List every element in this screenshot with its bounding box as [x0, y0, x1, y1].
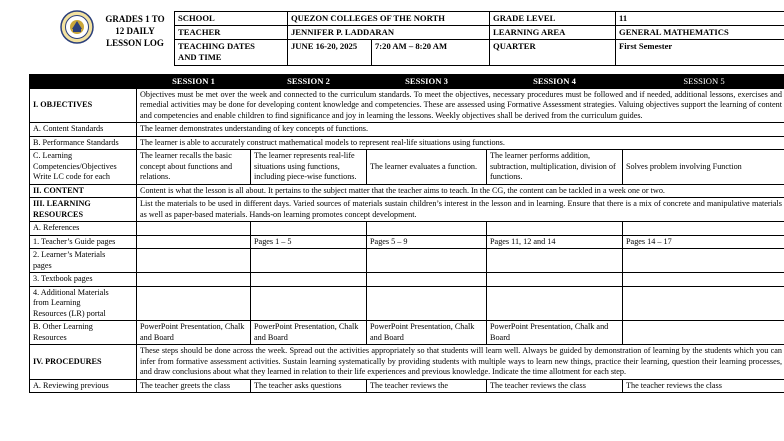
- log-title-line-2: 12 DAILY: [115, 26, 155, 36]
- references-label: A. References: [30, 222, 137, 236]
- references-s2: [251, 222, 367, 236]
- header-row-teacher: [175, 26, 784, 40]
- additional-materials-s2: [251, 286, 367, 321]
- references-s3: [367, 222, 487, 236]
- grade-level-value: 11: [616, 12, 784, 26]
- references-row: [30, 222, 784, 236]
- textbook-label: 3. Textbook pages: [30, 273, 137, 287]
- other-resources-s5: [623, 321, 784, 345]
- other-resources-s3: PowerPoint Presentation, Chalk and Board: [367, 321, 487, 345]
- learning-area-value: GENERAL MATHEMATICS: [616, 26, 784, 40]
- additional-materials-s1: [137, 286, 251, 321]
- reviewing-s3: The teacher reviews the: [367, 379, 487, 393]
- reviewing-s5: The teacher reviews the class: [623, 379, 784, 393]
- header-row-school: [175, 12, 784, 26]
- learners-materials-s2: [251, 249, 367, 273]
- objectives-row: [30, 88, 784, 123]
- competency-session-5: Solves problem involving Function: [623, 150, 784, 185]
- learners-materials-s3: [367, 249, 487, 273]
- additional-materials-s4: [487, 286, 623, 321]
- competency-session-4: The learner performs addition, subtraction, multiplication, division of functions.: [487, 150, 623, 185]
- dates-label: [175, 40, 288, 66]
- school-label: SCHOOL: [175, 12, 288, 26]
- textbook-row: [30, 273, 784, 287]
- time-value: 7:20 AM – 8:20 AM: [372, 40, 490, 66]
- additional-materials-label-line-2: from Learning: [33, 298, 81, 307]
- competencies-label-line-2: Competencies/Objectives: [33, 161, 117, 171]
- teacher-label: TEACHER: [175, 26, 288, 40]
- learning-resources-text: List the materials to be used in different days. Varied sources of materials sustain children’s interest in the lesson and in learning. Ensure that there is a mix of concrete and manipulative materials as well as paper-based materials. Hands-on learning promotes concept development.: [137, 198, 784, 222]
- textbook-s3: [367, 273, 487, 287]
- performance-standards-text: The learner is able to accurately construct mathematical models to represent real-life situations using functions.: [137, 136, 784, 150]
- header-info-table: [174, 11, 784, 66]
- references-s5: [623, 222, 784, 236]
- session-header-row: [30, 75, 784, 89]
- session-4-header: SESSION 4: [487, 75, 623, 89]
- additional-materials-label-line-3: Resources (LR) portal: [33, 308, 106, 318]
- session-5-header: SESSION 5: [623, 75, 784, 89]
- references-s4: [487, 222, 623, 236]
- performance-standards-row: [30, 136, 784, 150]
- learning-area-label: LEARNING AREA: [490, 26, 616, 40]
- learning-resources-label-line-2: RESOURCES: [33, 209, 84, 219]
- session-2-header: SESSION 2: [251, 75, 367, 89]
- dates-value: JUNE 16-20, 2025: [288, 40, 372, 66]
- header-row-dates: [175, 40, 784, 66]
- other-resources-s1: PowerPoint Presentation, Chalk and Board: [137, 321, 251, 345]
- teachers-guide-s1: [137, 235, 251, 249]
- other-resources-s2: PowerPoint Presentation, Chalk and Board: [251, 321, 367, 345]
- lesson-log-table: [29, 74, 784, 393]
- additional-materials-s5: [623, 286, 784, 321]
- textbook-s1: [137, 273, 251, 287]
- learners-materials-row: [30, 249, 784, 273]
- learning-resources-label-line-1: III. LEARNING: [33, 199, 91, 208]
- teachers-guide-s5: Pages 14 – 17: [623, 235, 784, 249]
- references-s1: [137, 222, 251, 236]
- objectives-text: Objectives must be met over the week and connected to the curriculum standards. To meet the objectives, necessary procedures must be followed and if needed, additional lessons, exercises and remedial activities may be done for developing content knowledge and competencies. These are assessed using Formative Assessment strategies. Valuing objectives support the learning of content and competencies and enable children to find significance and joy in learning the lessons. Weekly objectives shall be derived from the curriculum guides.: [137, 88, 784, 123]
- additional-materials-label-line-1: 4. Additional Materials: [33, 287, 109, 297]
- session-header-blank: [30, 75, 137, 89]
- school-seal-icon: [60, 10, 94, 44]
- procedures-text: These steps should be done across the week. Spread out the activities appropriately so that students will learn well. Always be guided by demonstration of learning by the students which you can infer from formative assessment activities. Sustain learning systematically by providing students with multiple ways to learn new things, practice their learning, question their learning processes, and draw conclusions about what they learned in relation to their life experiences and previous knowledge. Indicate the time allotment for each step.: [137, 345, 784, 380]
- textbook-s2: [251, 273, 367, 287]
- dates-label-line-2: AND TIME: [178, 52, 222, 62]
- teachers-guide-s3: Pages 5 – 9: [367, 235, 487, 249]
- competencies-row: [30, 150, 784, 185]
- procedures-label: IV. PROCEDURES: [30, 345, 137, 380]
- teachers-guide-row: [30, 235, 784, 249]
- dates-label-line-1: TEACHING DATES: [178, 41, 255, 51]
- learning-resources-row: [30, 198, 784, 222]
- learners-materials-label-line-1: 2. Learner’s Materials: [33, 250, 106, 259]
- teachers-guide-s4: Pages 11, 12 and 14: [487, 235, 623, 249]
- other-resources-label-line-1: B. Other Learning: [33, 322, 93, 331]
- content-standards-text: The learner demonstrates understanding of key concepts of functions.: [137, 123, 784, 137]
- learners-materials-s1: [137, 249, 251, 273]
- additional-materials-s3: [367, 286, 487, 321]
- procedures-row: [30, 345, 784, 380]
- learners-materials-label: [30, 249, 137, 273]
- competency-session-3: The learner evaluates a function.: [367, 150, 487, 185]
- content-label: II. CONTENT: [30, 184, 137, 198]
- teachers-guide-label: 1. Teacher’s Guide pages: [30, 235, 137, 249]
- content-text: Content is what the lesson is all about. It pertains to the subject matter that the teacher aims to teach. In the CG, the content can be tackled in a week one or two.: [137, 184, 784, 198]
- additional-materials-label: [30, 286, 137, 321]
- session-1-header: SESSION 1: [137, 75, 251, 89]
- learning-resources-label: [30, 198, 137, 222]
- competency-session-2: The learner represents real-life situations using functions, including piece-wise functions.: [251, 150, 367, 185]
- learners-materials-s5: [623, 249, 784, 273]
- content-row: [30, 184, 784, 198]
- quarter-label: QUARTER: [490, 40, 616, 66]
- additional-materials-row: [30, 286, 784, 321]
- reviewing-row: [30, 379, 784, 393]
- other-resources-label: [30, 321, 137, 345]
- log-title: [100, 13, 170, 49]
- grade-level-label: GRADE LEVEL: [490, 12, 616, 26]
- other-resources-label-line-2: Resources: [33, 332, 67, 342]
- reviewing-s2: The teacher asks questions: [251, 379, 367, 393]
- content-standards-label: A. Content Standards: [30, 123, 137, 137]
- competencies-label-line-3: Write LC code for each: [33, 172, 110, 181]
- reviewing-s1: The teacher greets the class: [137, 379, 251, 393]
- textbook-s4: [487, 273, 623, 287]
- teachers-guide-s2: Pages 1 – 5: [251, 235, 367, 249]
- textbook-s5: [623, 273, 784, 287]
- other-resources-row: [30, 321, 784, 345]
- teacher-value: JENNIFER P. LADDARAN: [288, 26, 490, 40]
- quarter-value: First Semester: [616, 40, 784, 66]
- competency-session-1: The learner recalls the basic concept about functions and relations.: [137, 150, 251, 185]
- reviewing-label: A. Reviewing previous: [30, 379, 137, 393]
- content-standards-row: [30, 123, 784, 137]
- log-title-line-3: LESSON LOG: [106, 38, 164, 48]
- session-3-header: SESSION 3: [367, 75, 487, 89]
- learners-materials-s4: [487, 249, 623, 273]
- log-title-line-1: GRADES 1 TO: [105, 14, 165, 24]
- competencies-label-line-1: C. Learning: [33, 151, 73, 160]
- reviewing-s4: The teacher reviews the class: [487, 379, 623, 393]
- competencies-label: [30, 150, 137, 185]
- other-resources-s4: PowerPoint Presentation, Chalk and Board: [487, 321, 623, 345]
- performance-standards-label: B. Performance Standards: [30, 136, 137, 150]
- school-value: QUEZON COLLEGES OF THE NORTH: [288, 12, 490, 26]
- objectives-label: I. OBJECTIVES: [30, 88, 137, 123]
- learners-materials-label-line-2: pages: [33, 260, 52, 270]
